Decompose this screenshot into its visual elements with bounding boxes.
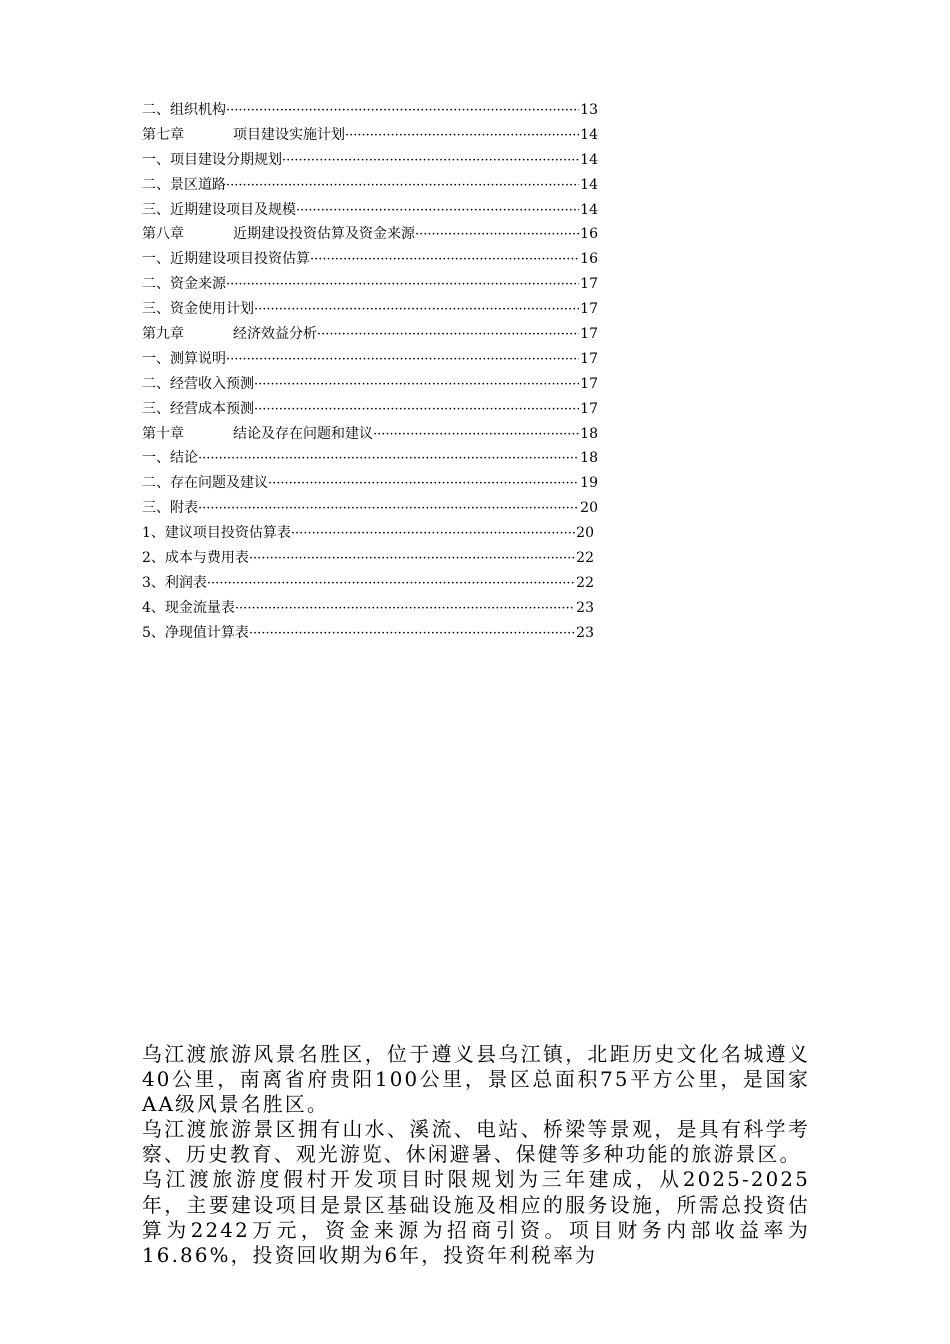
toc-dot-leader [207,572,575,596]
toc-entry[interactable] [142,496,598,521]
toc-dot-leader [415,223,579,247]
toc-entry-title [142,496,198,521]
toc-entry-title [142,98,226,123]
toc-page-number: 14 [580,126,598,143]
toc-entry-text: 1、建议项目投资估算表 [142,525,291,542]
toc-entry-title [142,272,226,297]
toc-page-number: 14 [580,176,598,193]
toc-chapter-entry[interactable] [142,322,598,347]
toc-dot-leader [226,273,579,297]
toc-entry-title [142,247,310,272]
toc-entry-text: 二、景区道路 [142,176,226,193]
toc-entry-title [142,471,268,496]
toc-entry[interactable] [142,372,598,397]
toc-entry-title [142,173,226,198]
toc-entry-text: 二、组织机构 [142,102,226,118]
toc-entry-title [142,297,254,322]
body-text [142,1042,810,1268]
toc-dot-leader [226,99,579,123]
toc-page-number: 16 [580,251,598,268]
toc-page-number: 14 [580,201,598,218]
toc-entry-text: 3、利润表 [142,574,207,591]
toc-entry-title [142,148,282,173]
toc-dot-leader [249,547,575,571]
toc-entry[interactable] [142,173,598,198]
toc-entry-text: 一、结论 [142,450,198,467]
toc-dot-leader [226,174,579,198]
toc-entry-text: 三、附表 [142,500,198,517]
toc-chapter-label: 第十章 [142,425,184,442]
toc-entry-text: 一、测算说明 [142,350,226,367]
toc-dot-leader [296,199,579,223]
toc-entry-title [142,347,226,372]
toc-entry-title [142,521,291,546]
toc-dot-leader [373,423,579,447]
paragraph: 乌江渡旅游景区拥有山水、溪流、电站、桥梁等景观，是具有科学考察、历史教育、观光游览、休闲避暑、保健等多种功能的旅游景区。 [142,1118,810,1167]
toc-chapter-entry[interactable] [142,222,598,247]
toc-entry-text: 三、近期建设项目及规模 [142,201,296,218]
toc-entry-text: 经济效益分析 [233,326,317,343]
toc-entry[interactable] [142,347,598,372]
toc-page-number: 17 [580,326,598,343]
toc-entry[interactable] [142,247,598,272]
toc-entry-text: 2、成本与费用表 [142,550,249,567]
toc-entry[interactable] [142,596,594,621]
toc-entry-text: 二、存在问题及建议 [142,475,268,492]
toc-dot-leader [310,248,579,272]
toc-dot-leader [268,472,579,496]
toc-chapter-label: 第九章 [142,326,184,343]
toc-entry-text: 一、近期建设项目投资估算 [142,251,310,268]
toc-entry-text: 一、项目建设分期规划 [142,151,282,168]
toc-dot-leader [198,497,579,521]
toc-dot-leader [282,149,579,173]
toc-entry-text: 近期建设投资估算及资金来源 [233,226,415,243]
toc-entry[interactable] [142,471,598,496]
toc-page-number: 13 [580,102,598,118]
toc-page-number: 23 [576,599,594,616]
toc-page-number: 19 [580,475,598,492]
toc-dot-leader [254,398,579,422]
toc-entry[interactable] [142,546,594,571]
toc-entry-title [142,571,207,596]
toc-entry-text: 5、净现值计算表 [142,624,249,641]
toc-page-number: 17 [580,301,598,318]
toc-dot-leader [254,373,579,397]
toc-entry-text: 项目建设实施计划 [233,126,345,143]
toc-dot-leader [317,323,579,347]
toc-entry-title [142,596,235,621]
toc-entry[interactable] [142,98,598,123]
toc-chapter-entry[interactable] [142,422,598,447]
toc-entry[interactable] [142,521,594,546]
toc-dot-leader [226,348,579,372]
toc-page-number: 17 [580,375,598,392]
toc-entry[interactable] [142,297,598,322]
toc-chapter-label: 第七章 [142,126,184,143]
toc-page-number: 17 [580,350,598,367]
toc-page-number: 18 [580,450,598,467]
toc-dot-leader [235,597,575,621]
toc-entry[interactable] [142,272,598,297]
toc-page-number: 17 [580,276,598,293]
toc-entry-title [142,422,373,447]
toc-entry-text: 二、资金来源 [142,276,226,293]
toc-entry-title [142,546,249,571]
table-of-contents [142,98,598,646]
toc-entry-title [142,621,249,646]
toc-entry[interactable] [142,571,594,596]
toc-page-number: 23 [576,624,594,641]
toc-entry-title [142,198,296,223]
toc-entry-text: 结论及存在问题和建议 [233,425,373,442]
toc-entry[interactable] [142,446,598,471]
toc-page-number: 14 [580,151,598,168]
toc-entry-title [142,123,345,148]
toc-chapter-entry[interactable] [142,123,598,148]
toc-page-number: 17 [580,400,598,417]
toc-page-number: 22 [576,574,594,591]
toc-page-number: 22 [576,550,594,567]
toc-entry[interactable] [142,148,598,173]
toc-entry-text: 三、经营成本预测 [142,400,254,417]
toc-dot-leader [291,522,575,546]
toc-entry[interactable] [142,198,598,223]
toc-entry-title [142,372,254,397]
toc-chapter-label: 第八章 [142,226,184,243]
paragraph: 乌江渡旅游度假村开发项目时限规划为三年建成，从2025-2025年，主要建设项目是景区基础设施及相应的服务设施，所需总投资估算为2242万元，资金来源为招商引资。项目财务内部收益率为16.86%，投资回收期为6年，投资年利税率为 [142,1168,810,1267]
toc-page-number: 18 [580,425,598,442]
toc-entry[interactable] [142,621,594,646]
paragraph: 乌江渡旅游风景名胜区，位于遵义县乌江镇，北距历史文化名城遵义40公里，南离省府贵阳100公里，景区总面积75平方公里，是国家AA级风景名胜区。 [142,1043,810,1117]
toc-dot-leader [198,447,579,471]
toc-entry-text: 4、现金流量表 [142,599,235,616]
toc-dot-leader [249,622,575,646]
toc-dot-leader [254,298,579,322]
toc-page-number: 16 [580,226,598,243]
toc-entry-title [142,222,415,247]
toc-entry-text: 二、经营收入预测 [142,375,254,392]
toc-entry-text: 三、资金使用计划 [142,301,254,318]
toc-dot-leader [345,124,579,148]
toc-entry-title [142,322,317,347]
toc-entry-title [142,397,254,422]
toc-page-number: 20 [580,500,598,517]
toc-entry[interactable] [142,397,598,422]
toc-entry-title [142,446,198,471]
toc-page-number: 20 [576,525,594,542]
